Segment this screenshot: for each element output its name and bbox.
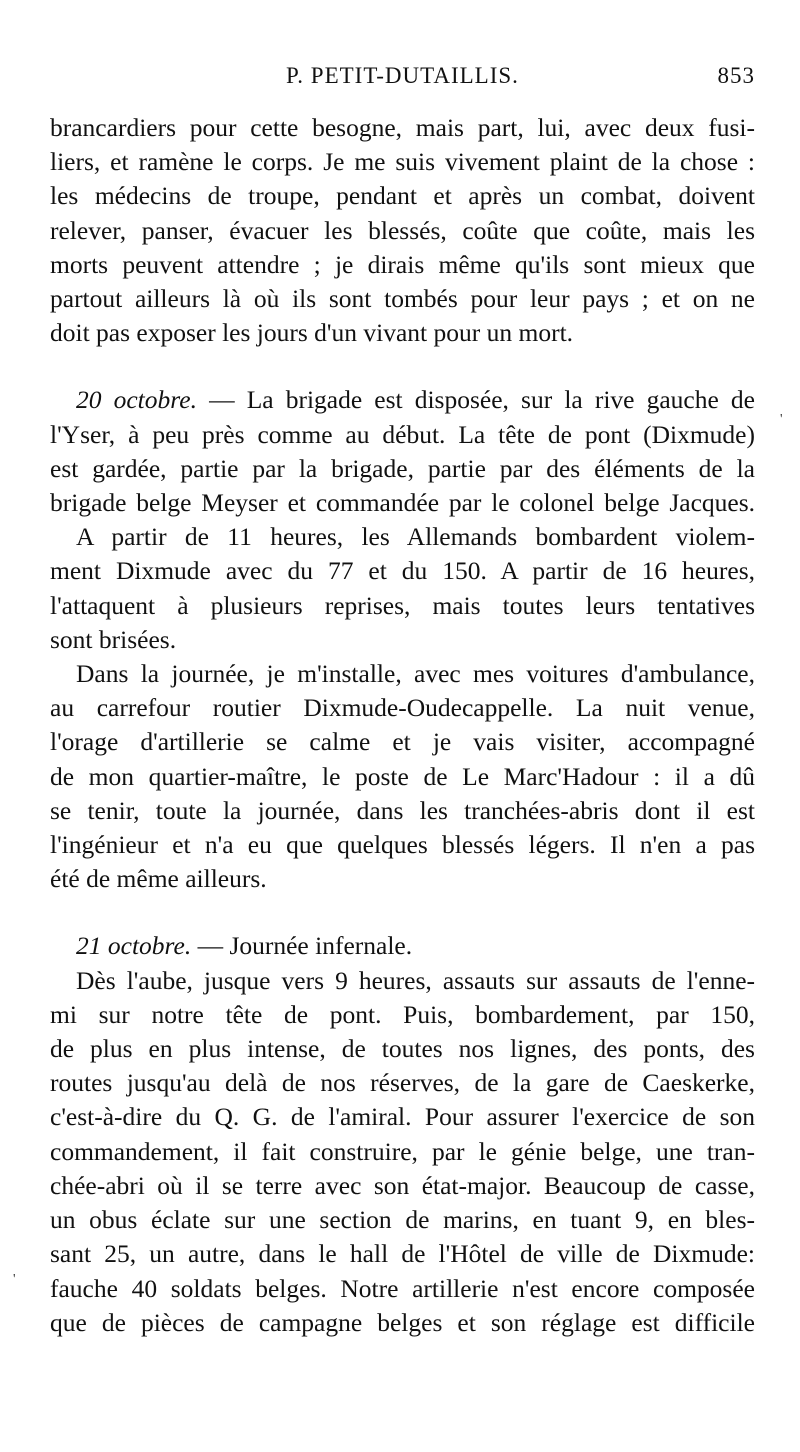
dated-entry-paragraph	[50, 383, 755, 520]
text-line: A partir de 11 heures, les Allemands bombardent violem-	[76, 522, 755, 552]
text-line: routes jusqu'au delà de nos réserves, de la gare de Caeskerke,	[50, 1068, 755, 1098]
print-speck: '	[13, 1272, 16, 1287]
text-line: brancardiers pour cette besogne, mais part, lui, avec deux fusi-	[50, 113, 755, 142]
text-line: commandement, il fait construire, par le génie belge, une tran-	[50, 1136, 755, 1166]
paragraph	[50, 520, 755, 657]
text-line: l'Yser, à peu près comme au début. La tête de pont (Dixmude)	[50, 419, 755, 449]
paragraph	[50, 111, 755, 350]
text-line: doit pas exposer les jours d'un vivant pour un mort.	[50, 318, 574, 348]
text-fragment: — La brigade est disposée, sur la rive gauche de	[196, 385, 755, 415]
text-line: liers, et ramène le corps. Je me suis vivement plaint de la chose :	[50, 147, 755, 177]
text-line: les médecins de troupe, pendant et après un combat, doivent	[50, 181, 755, 211]
text-line	[50, 383, 755, 417]
text-line: fauche 40 soldats belges. Notre artillerie n'est encore composée	[50, 1273, 755, 1303]
running-header	[50, 60, 755, 92]
text-line: c'est-à-dire du Q. G. de l'amiral. Pour assurer l'exercice de son	[50, 1102, 755, 1132]
text-line: mi sur notre tête de pont. Puis, bombardement, par 150,	[50, 999, 755, 1029]
text-line: que de pièces de campagne belges et son réglage est difficile	[50, 1307, 755, 1337]
text-line: brigade belge Meyser et commandée par le colonel belge Jacques.	[50, 488, 755, 518]
text-line: est gardée, partie par la brigade, partie par des éléments de la	[50, 453, 755, 483]
entry-date: 21 octobre.	[76, 931, 192, 961]
text-fragment: — Journée infernale.	[191, 931, 413, 961]
text-line: l'orage d'artillerie se calme et je vais visiter, accompagné	[50, 727, 755, 757]
print-speck: '	[780, 412, 783, 427]
text-line: chée-abri où il se terre avec son état-major. Beaucoup de casse,	[50, 1170, 755, 1200]
text-line: un obus éclate sur une section de marins, en tuant 9, en bles-	[50, 1205, 755, 1235]
paragraph	[50, 657, 755, 896]
body-text	[50, 111, 755, 1340]
page-number: 853	[717, 63, 755, 88]
text-line: Dès l'aube, jusque vers 9 heures, assauts sur assauts de l'enne-	[76, 965, 755, 995]
text-line: l'attaquent à plusieurs reprises, mais toutes leurs tentatives	[50, 590, 755, 620]
text-line: au carrefour routier Dixmude-Oudecappelle. La nuit venue,	[50, 693, 755, 723]
text-line: sont brisées.	[50, 624, 177, 654]
text-line: partout ailleurs là où ils sont tombés pour leur pays ; et on ne	[50, 284, 755, 314]
dated-entry-paragraph	[50, 929, 755, 963]
text-line: de plus en plus intense, de toutes nos lignes, des ponts, des	[50, 1034, 755, 1064]
text-line: de mon quartier-maître, le poste de Le Marc'Hadour : il a dû	[50, 761, 755, 791]
text-line: morts peuvent attendre ; je dirais même qu'ils sont mieux que	[50, 249, 755, 279]
text-line: ment Dixmude avec du 77 et du 150. A partir de 16 heures,	[50, 556, 755, 586]
paragraph	[50, 964, 755, 1340]
text-line: Dans la journée, je m'installe, avec mes voitures d'ambulance,	[76, 659, 755, 689]
running-title: P. PETIT-DUTAILLIS.	[286, 63, 519, 88]
text-line: sant 25, un autre, dans le hall de l'Hôtel de ville de Dixmude:	[50, 1239, 755, 1269]
text-line: l'ingénieur et n'a eu que quelques blessés légers. Il n'en a pas	[50, 830, 755, 860]
text-line	[50, 929, 755, 963]
text-line: été de même ailleurs.	[50, 864, 267, 894]
text-line: se tenir, toute la journée, dans les tranchées-abris dont il est	[50, 795, 755, 825]
entry-date: 20 octobre.	[76, 385, 197, 415]
text-line: relever, panser, évacuer les blessés, coûte que coûte, mais les	[50, 215, 755, 245]
